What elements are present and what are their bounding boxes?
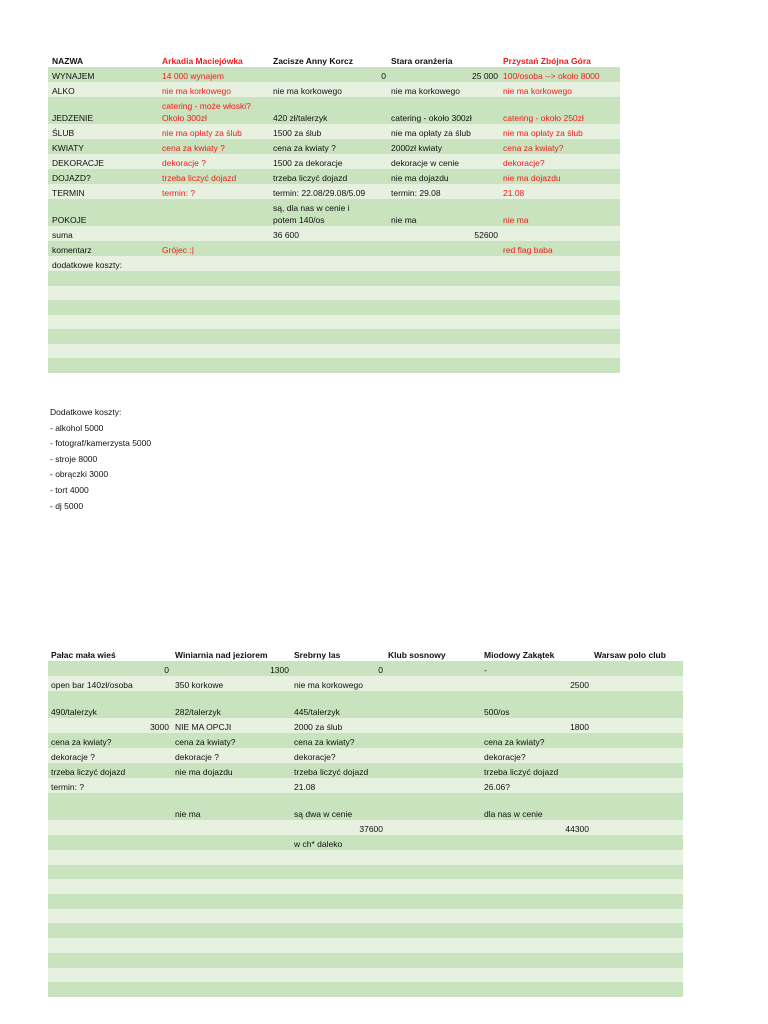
cell-value: 0 (381, 71, 386, 81)
cell-value: 25 000 (472, 71, 498, 81)
table-header-row (48, 646, 683, 661)
list-item: - fotograf/kamerzysta 5000 (50, 438, 152, 449)
table-row-empty (48, 968, 683, 983)
table-row-empty (48, 358, 620, 373)
list-item: - dj 5000 (50, 500, 84, 511)
table-row-suma (48, 226, 620, 241)
table-row-empty (48, 344, 620, 359)
header-klub-sosnowy: Klub sosnowy (388, 650, 446, 660)
table-row-dodatkowe (48, 256, 620, 271)
cell-value: 3000 (150, 722, 169, 732)
list-item: - stroje 8000 (50, 453, 98, 464)
table-row-slub (48, 124, 620, 139)
cell-value: 490/talerzyk (51, 707, 97, 717)
cell-value: NIE MA OPCJI (175, 722, 232, 732)
cell-label: ŚLUB (52, 128, 75, 138)
table-row (48, 661, 683, 676)
cell-value: dekoracje ? (162, 158, 206, 168)
cell-value: dekoracje ? (51, 752, 95, 762)
table-row-empty (48, 953, 683, 968)
cell-value: nie ma opłaty za ślub (503, 128, 583, 138)
cell-value: nie ma korkowego (503, 86, 572, 96)
cell-value: 1800 (570, 722, 589, 732)
cell-value: cena za kwiaty? (294, 737, 355, 747)
cell-value: red flag baba (503, 245, 553, 255)
cell-label: DEKORACJE (52, 158, 104, 168)
cell-value: cena za kwiaty ? (273, 143, 336, 153)
list-item: - alkohol 5000 (50, 422, 104, 433)
table-row-dojazd (48, 169, 620, 184)
cell-value: nie ma korkowego (273, 86, 342, 96)
costs-title: Dodatkowe koszty: (50, 407, 122, 417)
cell-value: 0 (378, 665, 383, 675)
table-row-empty (48, 850, 683, 865)
table-row-empty (48, 909, 683, 924)
cell-value: 1500 za ślub (273, 128, 322, 138)
cell-value: 420 zł/talerzyk (273, 113, 328, 123)
cell-value: 2500 (570, 680, 589, 690)
cell-value: 500/os (484, 707, 510, 717)
cell-value: cena za kwiaty ? (162, 143, 225, 153)
cell-value: dekoracje w cenie (391, 158, 460, 168)
list-item: - obrączki 3000 (50, 469, 109, 480)
header-nazwa: NAZWA (52, 56, 84, 66)
cell-value: nie ma korkowego (294, 680, 363, 690)
table-row-empty (48, 271, 620, 286)
cell-value: 445/talerzyk (294, 707, 340, 717)
table-row-empty (48, 286, 620, 301)
venue-table-2 (48, 646, 683, 997)
cell-value: cena za kwiaty? (175, 737, 236, 747)
table-row-komentarz (48, 241, 620, 256)
cell-value: 282/talerzyk (175, 707, 221, 717)
table-row-termin (48, 184, 620, 199)
table-row-jedzenie (48, 97, 620, 124)
cell-label: suma (52, 230, 73, 240)
cell-value: open bar 140zł/osoba (51, 680, 133, 690)
cell-value: 26.06? (484, 782, 510, 792)
cell-value: nie ma korkowego (391, 86, 460, 96)
table-row (48, 748, 683, 763)
table-row (48, 763, 683, 778)
list-item: - tort 4000 (50, 484, 89, 495)
cell-value: termin: 29.08 (391, 188, 441, 198)
cell-value: Grójec :| (162, 245, 194, 255)
cell-value: nie ma (391, 215, 417, 225)
cell-value: nie ma korkowego (162, 86, 231, 96)
header-przystan: Przystań Zbójna Góra (503, 56, 591, 66)
cell-label: TERMIN (52, 188, 85, 198)
table-row-empty (48, 938, 683, 953)
cell-value: 37600 (359, 824, 383, 834)
header-winiarnia: Winiarnia nad jeziorem (175, 650, 268, 660)
cell-value: termin: ? (51, 782, 85, 792)
cell-value: dla nas w cenie (484, 809, 543, 819)
cell-value: trzeba liczyć dojazd (273, 173, 348, 183)
cell-value: w ch* daleko (294, 839, 343, 849)
cell-value: potem 140/os (273, 215, 325, 225)
cell-value: są dwa w cenie (294, 809, 353, 819)
table-row-empty (48, 329, 620, 344)
header-oranzeria: Stara oranżeria (391, 56, 453, 66)
cell-value: cena za kwiaty? (503, 143, 564, 153)
cell-value: nie ma opłaty za ślub (162, 128, 242, 138)
cell-value: termin: 22.08/29.08/5.09 (273, 188, 366, 198)
cell-value: nie ma opłaty za ślub (391, 128, 471, 138)
cell-value: 0 (164, 665, 169, 675)
table-row (48, 733, 683, 748)
cell-value: 21.08 (294, 782, 316, 792)
cell-value: trzeba liczyć dojazd (294, 767, 369, 777)
cell-value: termin: ? (162, 188, 196, 198)
cell-value: 2000 za ślub (294, 722, 343, 732)
table-row-empty (48, 865, 683, 880)
cell-value: trzeba liczyć dojazd (162, 173, 237, 183)
cell-value: 21.08 (503, 188, 525, 198)
additional-costs-list (50, 405, 151, 514)
cell-value: 14 000 wynajem (162, 71, 224, 81)
cell-value: dekoracje? (503, 158, 545, 168)
cell-value: nie ma (503, 215, 529, 225)
header-arkadia: Arkadia Maciejówka (162, 56, 243, 66)
table-row-wynajem (48, 67, 620, 82)
table-row (48, 820, 683, 835)
cell-value: cena za kwiaty? (51, 737, 112, 747)
table-row (48, 835, 683, 850)
cell-value: 100/osoba --> około 8000 (503, 71, 600, 81)
table-row-pokoje (48, 199, 620, 226)
cell-label: POKOJE (52, 215, 87, 225)
table-row-empty (48, 982, 683, 997)
header-srebrny-las: Srebrny las (294, 650, 341, 660)
header-miodowy: Miodowy Zakątek (484, 650, 555, 660)
cell-value: nie ma dojazdu (391, 173, 449, 183)
venue-table-1 (48, 52, 620, 373)
cell-value: 1300 (270, 665, 289, 675)
cell-label: JEDZENIE (52, 113, 94, 123)
cell-value: dekoracje? (294, 752, 336, 762)
cell-value: 350 korkowe (175, 680, 224, 690)
cell-value: catering - może włoski? (162, 101, 251, 111)
cell-value: catering - około 300zł (391, 113, 472, 123)
cell-value: cena za kwiaty? (484, 737, 545, 747)
cell-value: są, dla nas w cenie i (273, 203, 350, 213)
table-row-empty (48, 315, 620, 330)
cell-value: 36 600 (273, 230, 299, 240)
table-row-empty (48, 879, 683, 894)
header-palac: Pałac mała wieś (51, 650, 116, 660)
cell-label: dodatkowe koszty: (52, 260, 122, 270)
table-header-row (48, 52, 620, 67)
table-row (48, 778, 683, 793)
cell-value: dekoracje? (484, 752, 526, 762)
cell-value: nie ma (175, 809, 201, 819)
cell-value: trzeba liczyć dojazd (484, 767, 559, 777)
cell-value: Około 300zł (162, 113, 207, 123)
header-zacisze: Zacisze Anny Korcz (273, 56, 353, 66)
table-row (48, 676, 683, 691)
cell-value: dekoracje ? (175, 752, 219, 762)
table-row (48, 691, 683, 718)
cell-value: trzeba liczyć dojazd (51, 767, 126, 777)
cell-value: nie ma dojazdu (175, 767, 233, 777)
table-row-dekoracje (48, 154, 620, 169)
table-row-alko (48, 82, 620, 97)
table-row-empty (48, 300, 620, 315)
cell-label: WYNAJEM (52, 71, 95, 81)
table-row-kwiaty (48, 139, 620, 154)
cell-value: catering - około 250zł (503, 113, 584, 123)
table-row (48, 718, 683, 733)
cell-value: 2000zł kwiaty (391, 143, 443, 153)
table-row (48, 793, 683, 820)
cell-label: DOJAZD? (52, 173, 91, 183)
table-row-empty (48, 923, 683, 938)
cell-value: 44300 (565, 824, 589, 834)
cell-label: KWIATY (52, 143, 84, 153)
cell-value: 1500 za dekoracje (273, 158, 343, 168)
header-polo-club: Warsaw polo club (594, 650, 666, 660)
cell-value: 52600 (474, 230, 498, 240)
cell-label: komentarz (52, 245, 92, 255)
cell-label: ALKO (52, 86, 75, 96)
table-row-empty (48, 894, 683, 909)
cell-value: - (484, 665, 487, 675)
cell-value: nie ma dojazdu (503, 173, 561, 183)
